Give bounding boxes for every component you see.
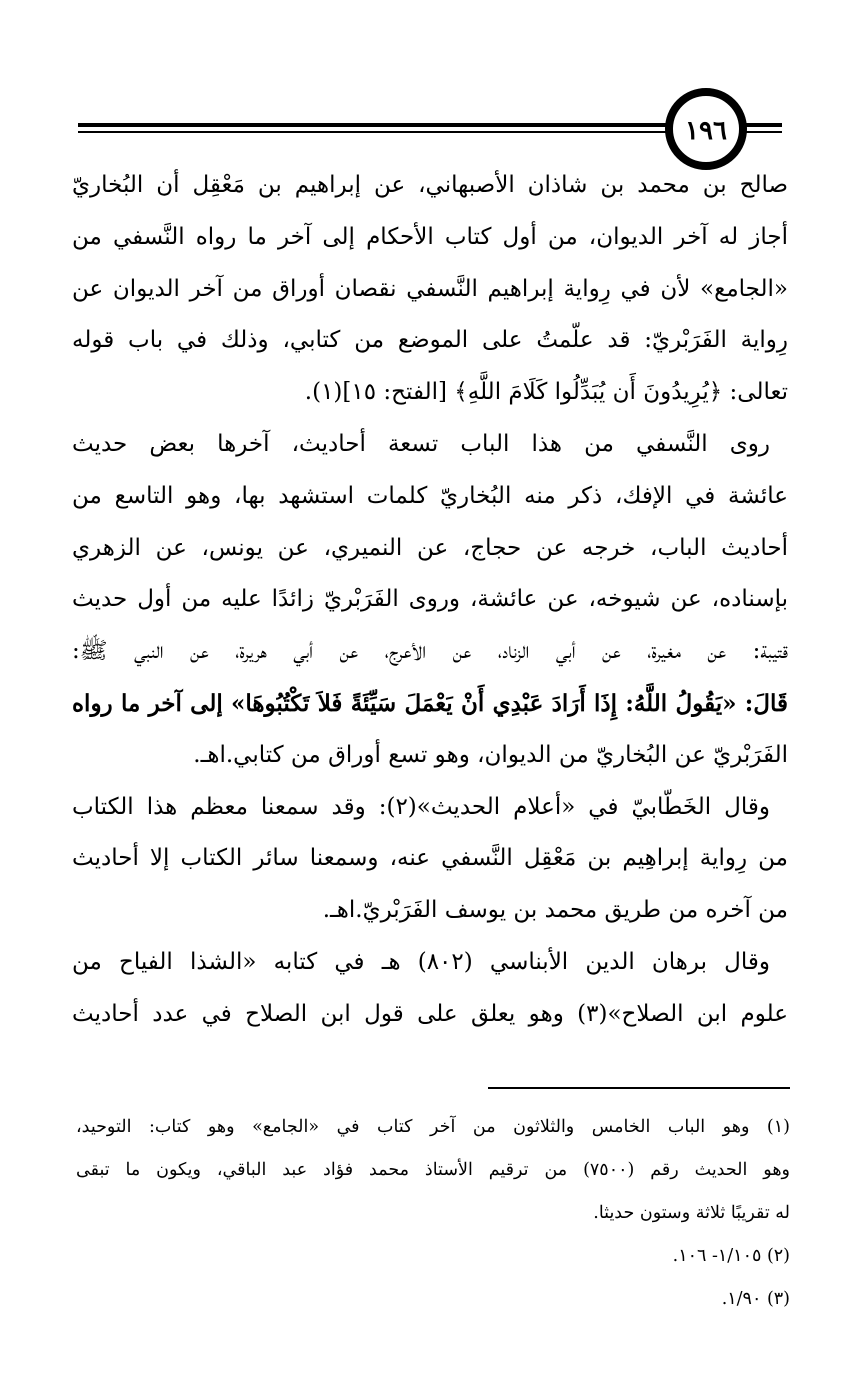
text-line: أجاز له آخر الديوان، من أول كتاب الأحكام إلى آخر ما رواه النَّسفي من xyxy=(72,223,788,250)
text-line: وقال الخَطّابيّ في «أعلام الحديث»(٢): وقد سمعنا معظم هذا الكتاب xyxy=(72,793,770,820)
footnote-line: له تقريبًا ثلاثة وستون حديثا. xyxy=(593,1203,790,1223)
text-line: عائشة في الإفك، ذكر منه البُخاريّ كلمات استشهد بها، وهو التاسع من xyxy=(72,482,788,509)
footnotes xyxy=(76,1106,790,1321)
text-line: تعالى: ﴿يُرِيدُونَ أَن يُبَدِّلُوا كَلَامَ اللَّهِ﴾ [الفتح: ١٥](١). xyxy=(304,379,788,406)
header-rule-thin xyxy=(78,131,670,133)
text-line: علوم ابن الصلاح»(٣) وهو يعلق على قول ابن الصلاح في عدد أحاديث xyxy=(72,1000,788,1027)
text-line: من رِواية إبراهِيم بن مَعْقِل النَّسفي عنه، وسمعنا سائر الكتاب إلا أحاديث xyxy=(72,845,788,872)
header-rule-thick xyxy=(78,123,670,127)
text-line: من آخره من طريق محمد بن يوسف الفَرَبْريّ.اهـ. xyxy=(322,897,788,924)
text-line: بإسناده، عن شيوخه، عن عائشة، وروى الفَرَبْريّ زائدًا عليه من أول حديث xyxy=(72,586,788,613)
page-number-oval xyxy=(665,88,747,170)
text-line: روى النَّسفي من هذا الباب تسعة أحاديث، آخرها بعض حديث xyxy=(72,430,770,457)
text-line: صالح بن محمد بن شاذان الأصبهاني، عن إبراهيم بن مَعْقِل أن البُخاريّ xyxy=(72,172,788,198)
text-line: أحاديث الباب، خرجه عن حجاج، عن النميري، عن يونس، عن الزهري xyxy=(72,534,788,561)
footnote-line: (١) وهو الباب الخامس والثلاثون من آخر كتاب في «الجامع» وهو كتاب: التوحيد، xyxy=(76,1117,790,1137)
text-line: الفَرَبْريّ عن البُخاريّ من الديوان، وهو تسع أوراق من كتابي.اهـ. xyxy=(193,741,788,768)
footnote-line: (٣) ١/٩٠. xyxy=(721,1289,790,1309)
text-line: قتيبة: عن مغيرة، عن أبي الزناد، عن الأعرج، عن أبي هريرة، عن النبي ﷺ: xyxy=(72,638,788,665)
main-text xyxy=(72,160,788,1041)
text-line: رِواية الفَرَبْريّ: قد علّمتُ على الموضع من كتابي، وذلك في باب قوله xyxy=(72,327,788,354)
page-number: ١٩٦ xyxy=(685,116,727,146)
footnote-separator xyxy=(488,1087,790,1089)
text-line: وقال برهان الدين الأبناسي (٨٠٢) هـ في كتابه «الشذا الفياح من xyxy=(72,948,770,975)
footnote-line: (٢) ١/١٠٥- ١٠٦. xyxy=(672,1246,790,1266)
text-line: «الجامع» لأن في رِواية إبراهيم النَّسفي نقصان أوراق من آخر الديوان عن xyxy=(72,275,788,302)
header-rule-thin-right xyxy=(744,131,782,133)
header-rule-thick-right xyxy=(744,123,782,127)
hadith-quote-line: قَالَ: «يَقُولُ اللَّهُ: إِذَا أَرَادَ عَبْدِي أَنْ يَعْمَلَ سَيِّئَةً فَلاَ تَكْتُبُوهَا» إلى آخر ما رواه xyxy=(72,689,788,717)
footnote-line: وهو الحديث رقم (٧٥٠٠) من ترقيم الأستاذ محمد فؤاد عبد الباقي، ويكون ما تبقى xyxy=(76,1160,790,1180)
